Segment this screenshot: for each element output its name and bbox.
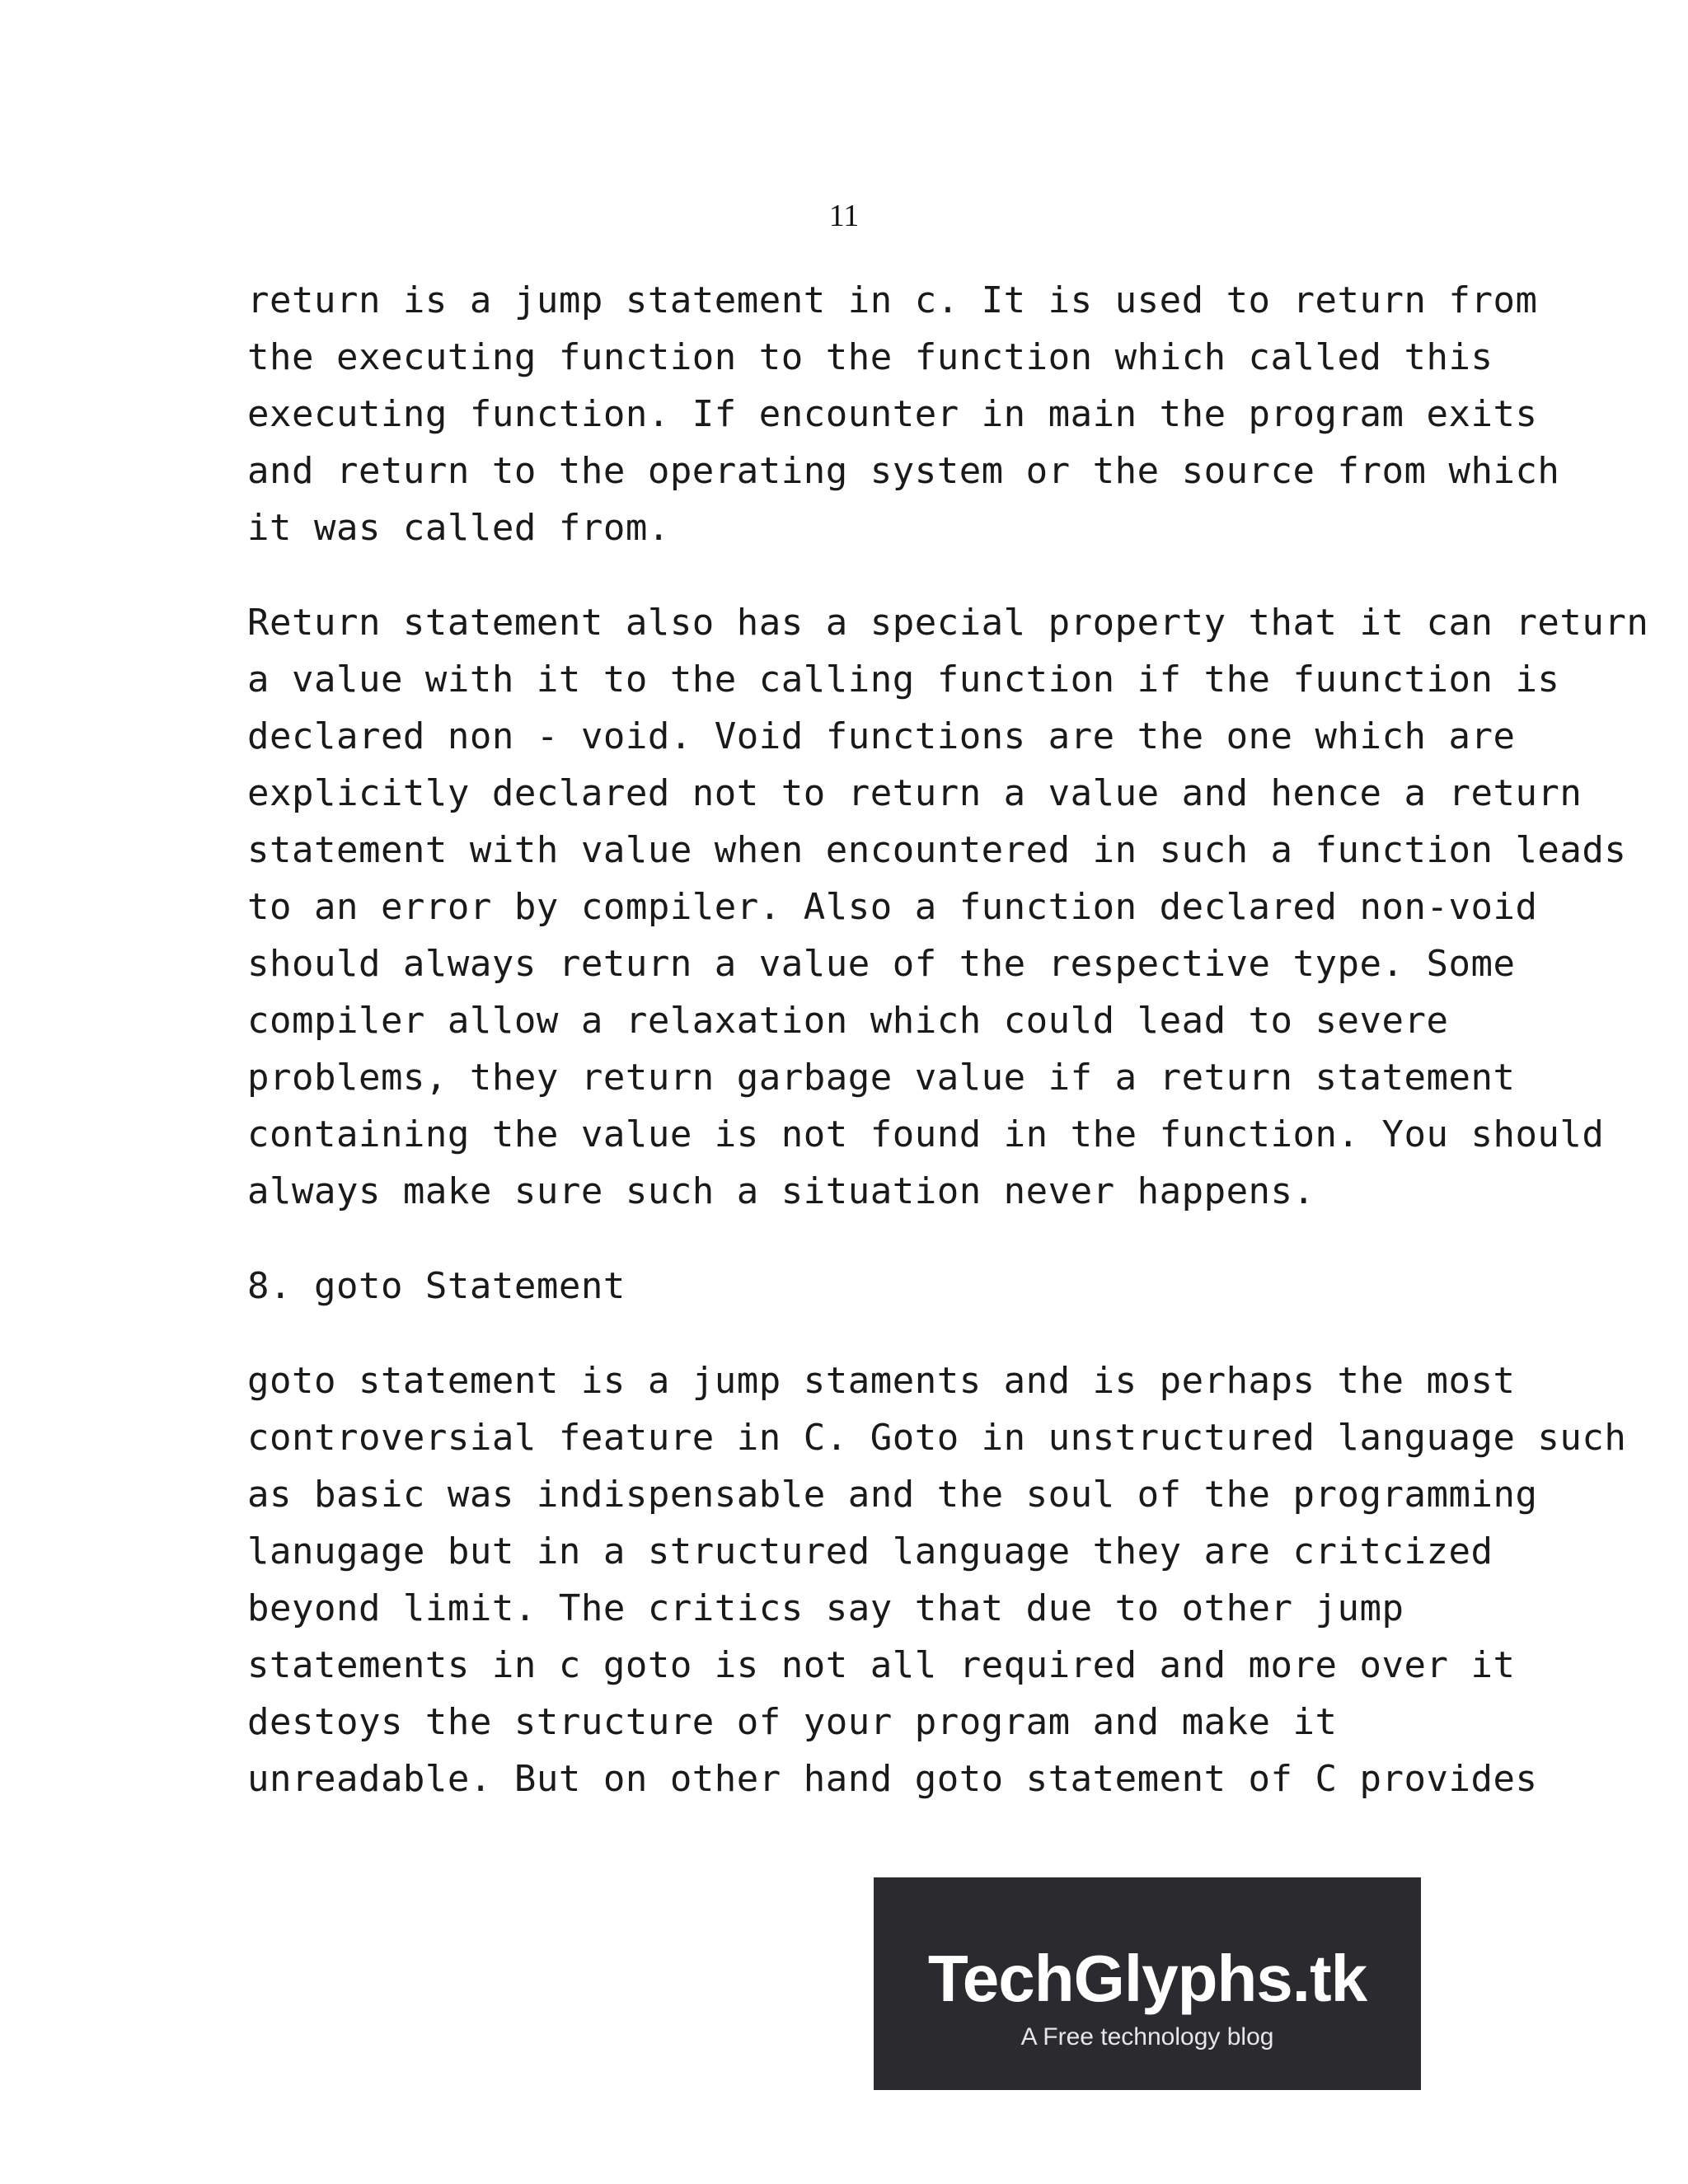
text-line: goto statement is a jump staments and is perhaps the most — [247, 1360, 1516, 1402]
text-line: always make sure such a situation never happens. — [247, 1170, 1315, 1212]
text-line: beyond limit. The critics say that due to other jump — [247, 1587, 1404, 1629]
paragraph-return-property — [247, 594, 1649, 1220]
text-line: statement with value when encountered in such a function leads — [247, 829, 1627, 871]
text-line: and return to the operating system or the source from which — [247, 450, 1560, 492]
watermark-subtitle: A Free technology blog — [1020, 2023, 1274, 2050]
text-line: to an error by compiler. Also a function declared non-void — [247, 886, 1538, 928]
page-body — [247, 272, 1649, 1845]
paragraph-return-intro — [247, 272, 1560, 556]
text-line: executing function. If encounter in main the program exits — [247, 393, 1538, 435]
paragraph-goto — [247, 1352, 1627, 1807]
text-line: unreadable. But on other hand goto statement of C provides — [247, 1758, 1538, 1800]
text-line: declared non - void. Void functions are the one which are — [247, 715, 1516, 757]
text-line: as basic was indispensable and the soul of the programming — [247, 1474, 1538, 1516]
text-line: statements in c goto is not all required and more over it — [247, 1644, 1516, 1686]
text-line: compiler allow a relaxation which could lead to severe — [247, 1000, 1449, 1042]
watermark-title: TechGlyphs.tk — [927, 1942, 1367, 2015]
watermark-logo — [874, 1877, 1421, 2090]
text-line: Return statement also has a special property that it can return — [247, 602, 1649, 644]
text-line: containing the value is not found in the function. You should — [247, 1113, 1605, 1155]
section-heading: 8. goto Statement — [247, 1265, 626, 1307]
text-line: problems, they return garbage value if a return statement — [247, 1057, 1516, 1099]
text-line: it was called from. — [247, 507, 670, 549]
text-line: destoys the structure of your program and make it — [247, 1701, 1338, 1743]
text-line: controversial feature in C. Goto in unstructured language such — [247, 1417, 1627, 1459]
text-line: lanugage but in a structured language they are critcized — [247, 1530, 1493, 1572]
text-line: return is a jump statement in c. It is used to return from — [247, 279, 1538, 321]
text-line: should always return a value of the respective type. Some — [247, 943, 1516, 985]
text-line: the executing function to the function which called this — [247, 336, 1493, 378]
text-line: a value with it to the calling function if the fuunction is — [247, 658, 1560, 701]
text-line: explicitly declared not to return a value and hence a return — [247, 772, 1582, 814]
page-number: 11 — [828, 199, 860, 233]
